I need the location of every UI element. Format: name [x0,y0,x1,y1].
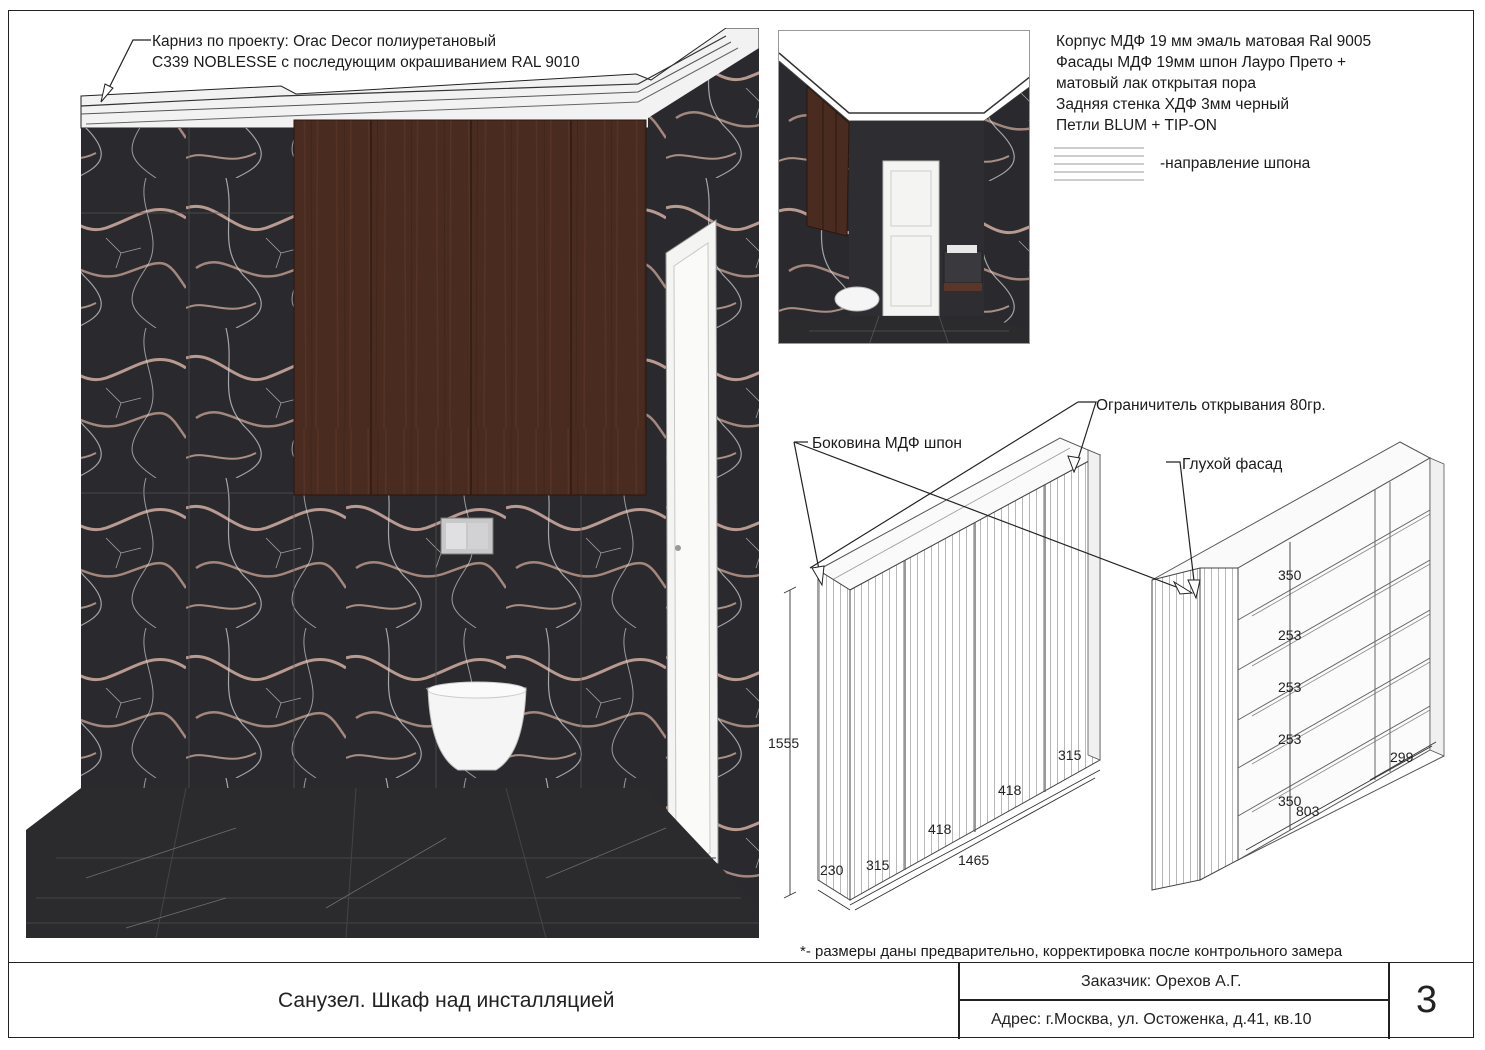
elevation-render [26,28,759,938]
spec-line-lacquer: матовый лак открытая пора [1056,75,1256,92]
dim-depth-left: 230 [820,862,844,878]
label-opening-limiter: Ограничитель открывания 80гр. [1096,397,1326,414]
dim-facade-4: 315 [1058,747,1082,763]
dim-shelf-3: 253 [1278,679,1302,695]
spec-line-hinges: Петли BLUM + TIP-ON [1056,117,1217,134]
cornice-note-line1: Карниз по проекту: Orac Decor полиуретановый [152,33,497,50]
label-side-panel: Боковина МДФ шпон [812,435,962,452]
label-blind-facade: Глухой фасад [1182,456,1283,473]
veneer-direction-label: -направление шпона [1160,155,1311,172]
title-divider-1 [958,963,960,1039]
dimension-footnote: *- размеры даны предварительно, корректировка после контрольного замера [800,943,1343,960]
dim-inner-depth: 299 [1390,749,1414,765]
dim-facade-2: 418 [928,821,952,837]
title-divider-2 [1388,963,1390,1039]
object-address: Адрес: г.Москва, ул. Остоженка, д.41, кв.10 [991,1011,1312,1028]
closed-cabinet [818,438,1100,900]
cornice-leader [95,36,155,106]
sheet-title: Санузел. Шкаф над инсталляцией [278,989,615,1012]
elevation-render-svg [26,28,759,938]
cornice-note-line2: C339 NOBLESSE с последующим окрашиванием RAL 9010 [152,54,580,71]
dim-facade-1: 315 [866,857,890,873]
perspective-render [778,30,1030,344]
customer-name: Заказчик: Орехов А.Г. [1081,973,1242,990]
sheet-number: 3 [1416,979,1438,1021]
spec-line-facades: Фасады МДФ 19мм шпон Лауро Прето + [1056,54,1347,71]
dim-inner-width: 803 [1296,803,1320,819]
isometric-drawings [760,380,1480,950]
dim-height: 1555 [768,735,800,751]
title-block [8,962,1474,1038]
spec-line-back-panel: Задняя стенка ХДФ 3мм черный [1056,96,1290,113]
dim-width-total: 1465 [958,852,990,868]
dim-shelf-4: 253 [1278,731,1302,747]
dim-shelf-5: 350 [1278,793,1302,809]
veneer-direction-legend [1052,144,1148,184]
perspective-render-svg [779,31,1030,344]
open-cabinet [1152,442,1444,890]
dim-shelf-1: 350 [1278,567,1302,583]
spec-line-body: Корпус МДФ 19 мм эмаль матовая Ral 9005 [1056,33,1372,50]
dim-shelf-2: 253 [1278,627,1302,643]
title-divider-3 [958,999,1388,1001]
dim-facade-3: 418 [998,782,1022,798]
